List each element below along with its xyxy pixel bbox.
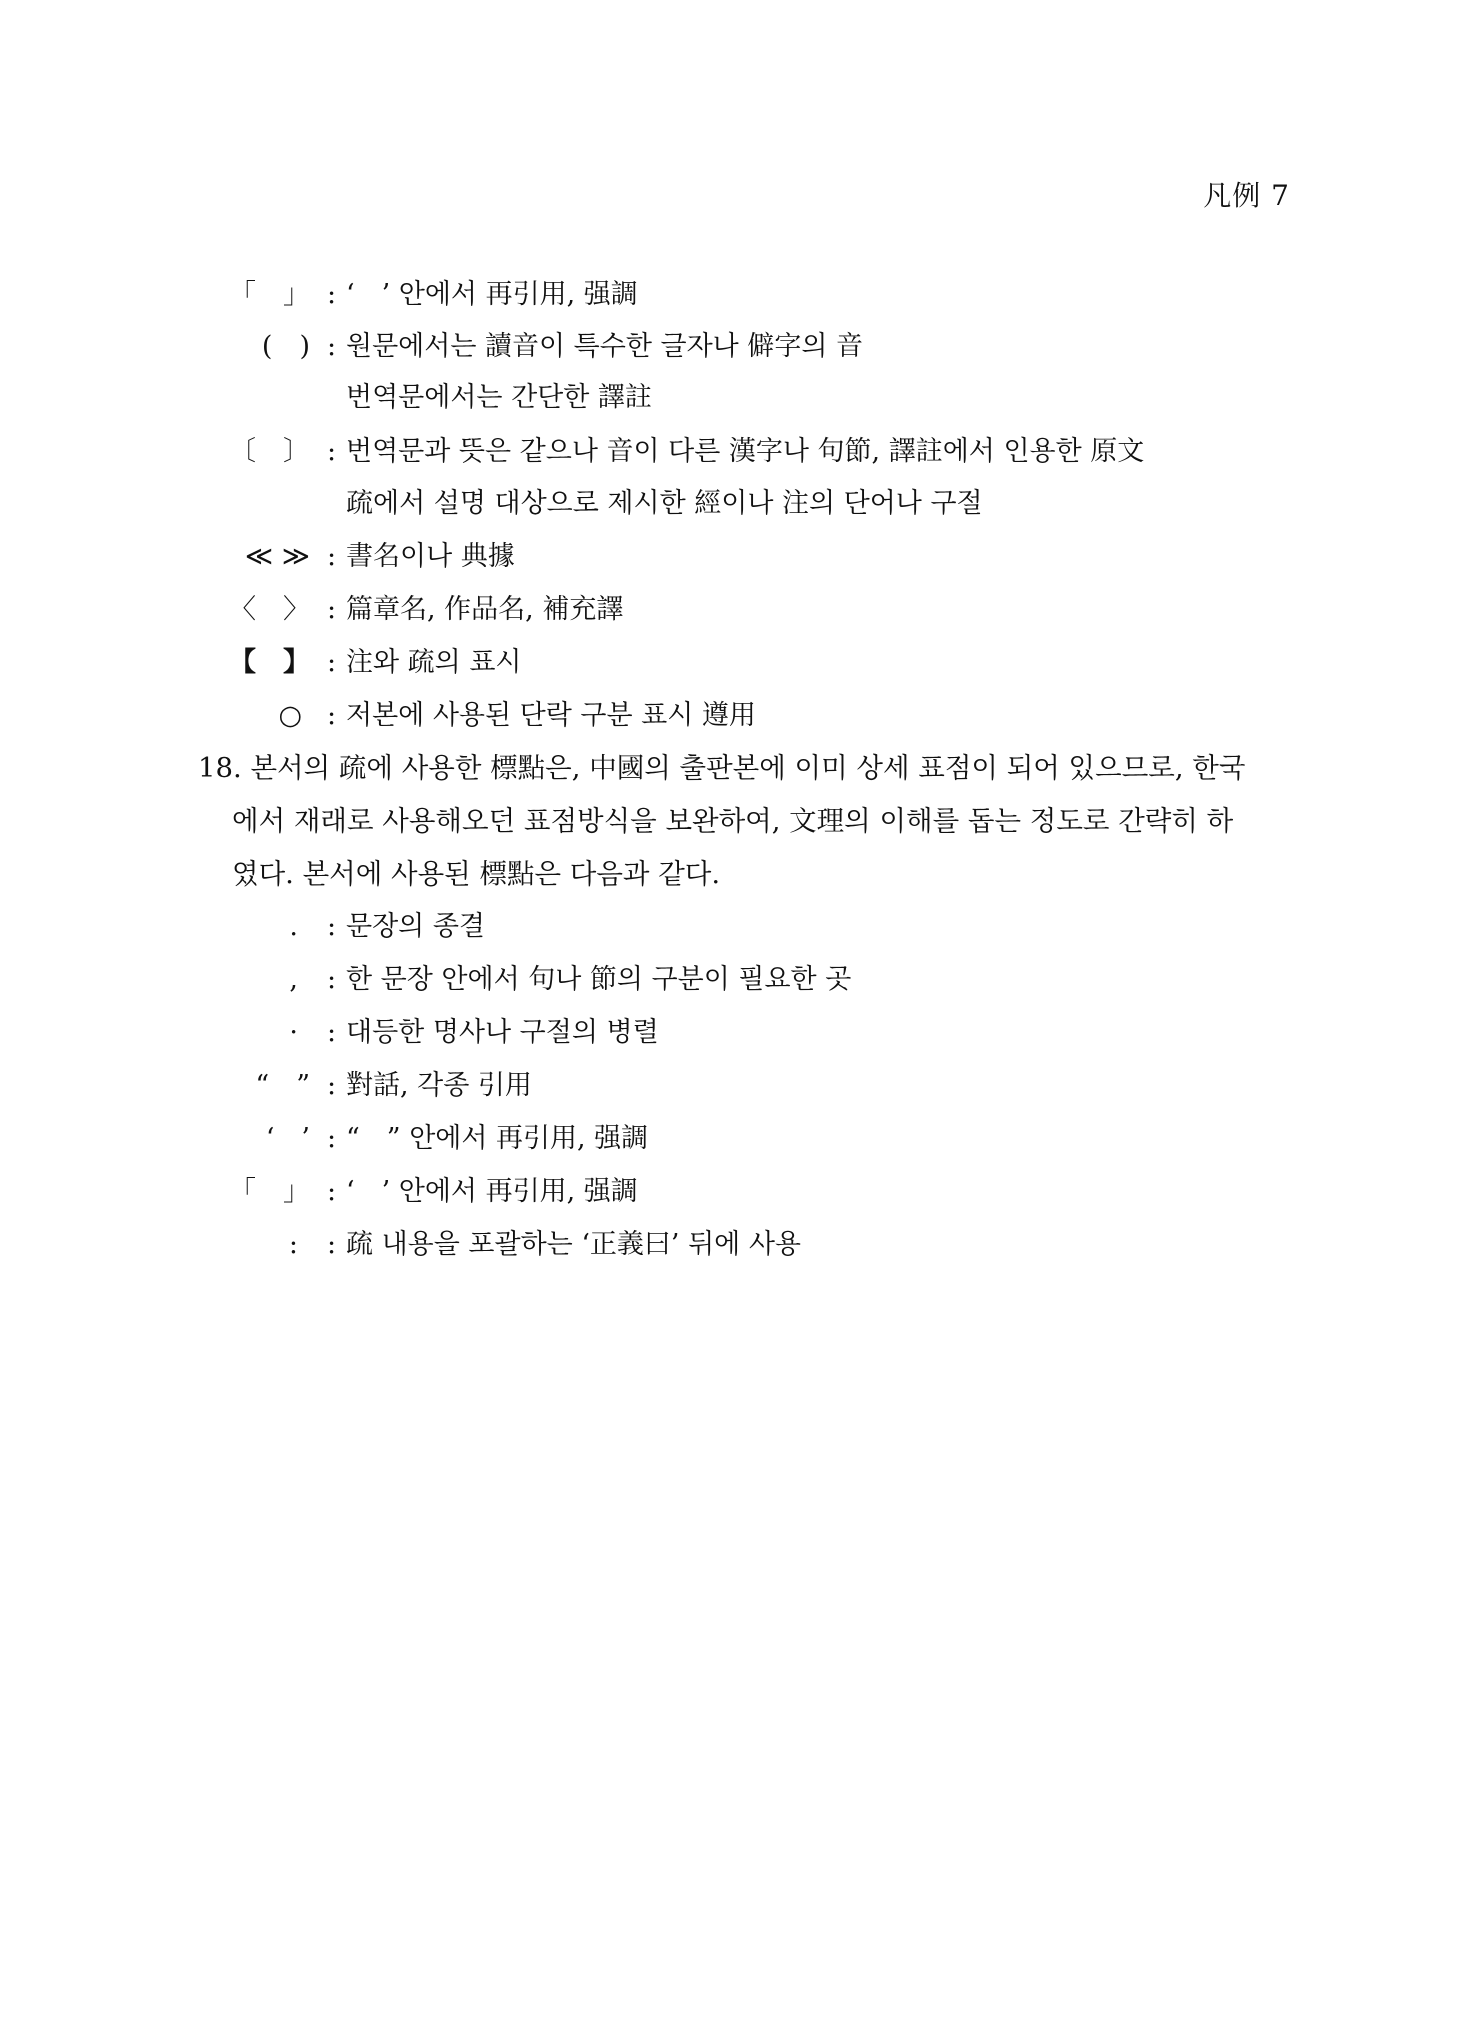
symbol: 〈 〉 [229, 594, 310, 625]
symbol: 【 】 [229, 647, 310, 678]
colon: : [327, 700, 337, 731]
colon: : [327, 594, 337, 625]
colon: : [327, 279, 337, 310]
paragraph-18-line-1: 18. 본서의 疏에 사용한 標點은, 中國의 출판본에 이미 상세 표점이 되어 있으므로, 한국 [198, 752, 1246, 784]
symbol: 〔 〕 [229, 436, 310, 467]
symbol: “ ” [255, 1070, 310, 1101]
colon: : [327, 436, 337, 467]
colon: : [327, 1070, 337, 1101]
symbol: . [289, 911, 298, 942]
symbol-description-continuation: 번역문에서는 간단한 譯註 [346, 382, 652, 413]
symbol: ○ [278, 700, 302, 731]
symbol: 「 」 [229, 1176, 310, 1207]
colon: : [327, 964, 337, 995]
symbol: · [289, 1017, 298, 1048]
symbol-description: “ ” 안에서 再引用, 强調 [346, 1123, 649, 1154]
symbol-description: 書名이나 典據 [346, 541, 515, 572]
paragraph-18-line-3: 였다. 본서에 사용된 標點은 다음과 같다. [232, 858, 721, 890]
symbol: ‘ ’ [265, 1123, 310, 1154]
symbol-description: ‘ ’ 안에서 再引用, 强調 [346, 279, 638, 310]
symbol-description: 疏 내용을 포괄하는 ‘正義曰’ 뒤에 사용 [346, 1229, 801, 1260]
symbol-description: 저본에 사용된 단락 구분 표시 遵用 [346, 700, 756, 731]
colon: : [327, 911, 337, 942]
symbol-description: 문장의 종결 [346, 911, 485, 942]
symbol: ( ) [261, 331, 310, 362]
symbol: 「 」 [229, 279, 310, 310]
symbol-description: 篇章名, 作品名, 補充譯 [346, 594, 624, 625]
colon: : [327, 331, 337, 362]
colon: : [327, 1229, 337, 1260]
symbol-description: 원문에서는 讀音이 특수한 글자나 僻字의 音 [346, 331, 863, 362]
symbol-description: 한 문장 안에서 句나 節의 구분이 필요한 곳 [346, 964, 852, 995]
symbol: : [288, 1229, 298, 1260]
colon: : [327, 1176, 337, 1207]
symbol-description: 대등한 명사나 구절의 병렬 [346, 1017, 659, 1048]
page-header: 凡例 7 [1203, 179, 1290, 212]
colon: : [327, 647, 337, 678]
paragraph-18-line-2: 에서 재래로 사용해오던 표점방식을 보완하여, 文理의 이해를 돕는 정도로 간략히 하 [232, 805, 1234, 837]
symbol: , [289, 964, 298, 995]
symbol-description: 번역문과 뜻은 같으나 音이 다른 漢字나 句節, 譯註에서 인용한 原文 [346, 436, 1145, 467]
symbol-description: 對話, 각종 引用 [346, 1070, 532, 1101]
colon: : [327, 1017, 337, 1048]
colon: : [327, 541, 337, 572]
symbol-description-continuation: 疏에서 설명 대상으로 제시한 經이나 注의 단어나 구절 [346, 488, 983, 519]
colon: : [327, 1123, 337, 1154]
symbol-description: 注와 疏의 표시 [346, 647, 522, 678]
symbol-description: ‘ ’ 안에서 再引用, 强調 [346, 1176, 638, 1207]
symbol: ≪ ≫ [244, 541, 310, 572]
